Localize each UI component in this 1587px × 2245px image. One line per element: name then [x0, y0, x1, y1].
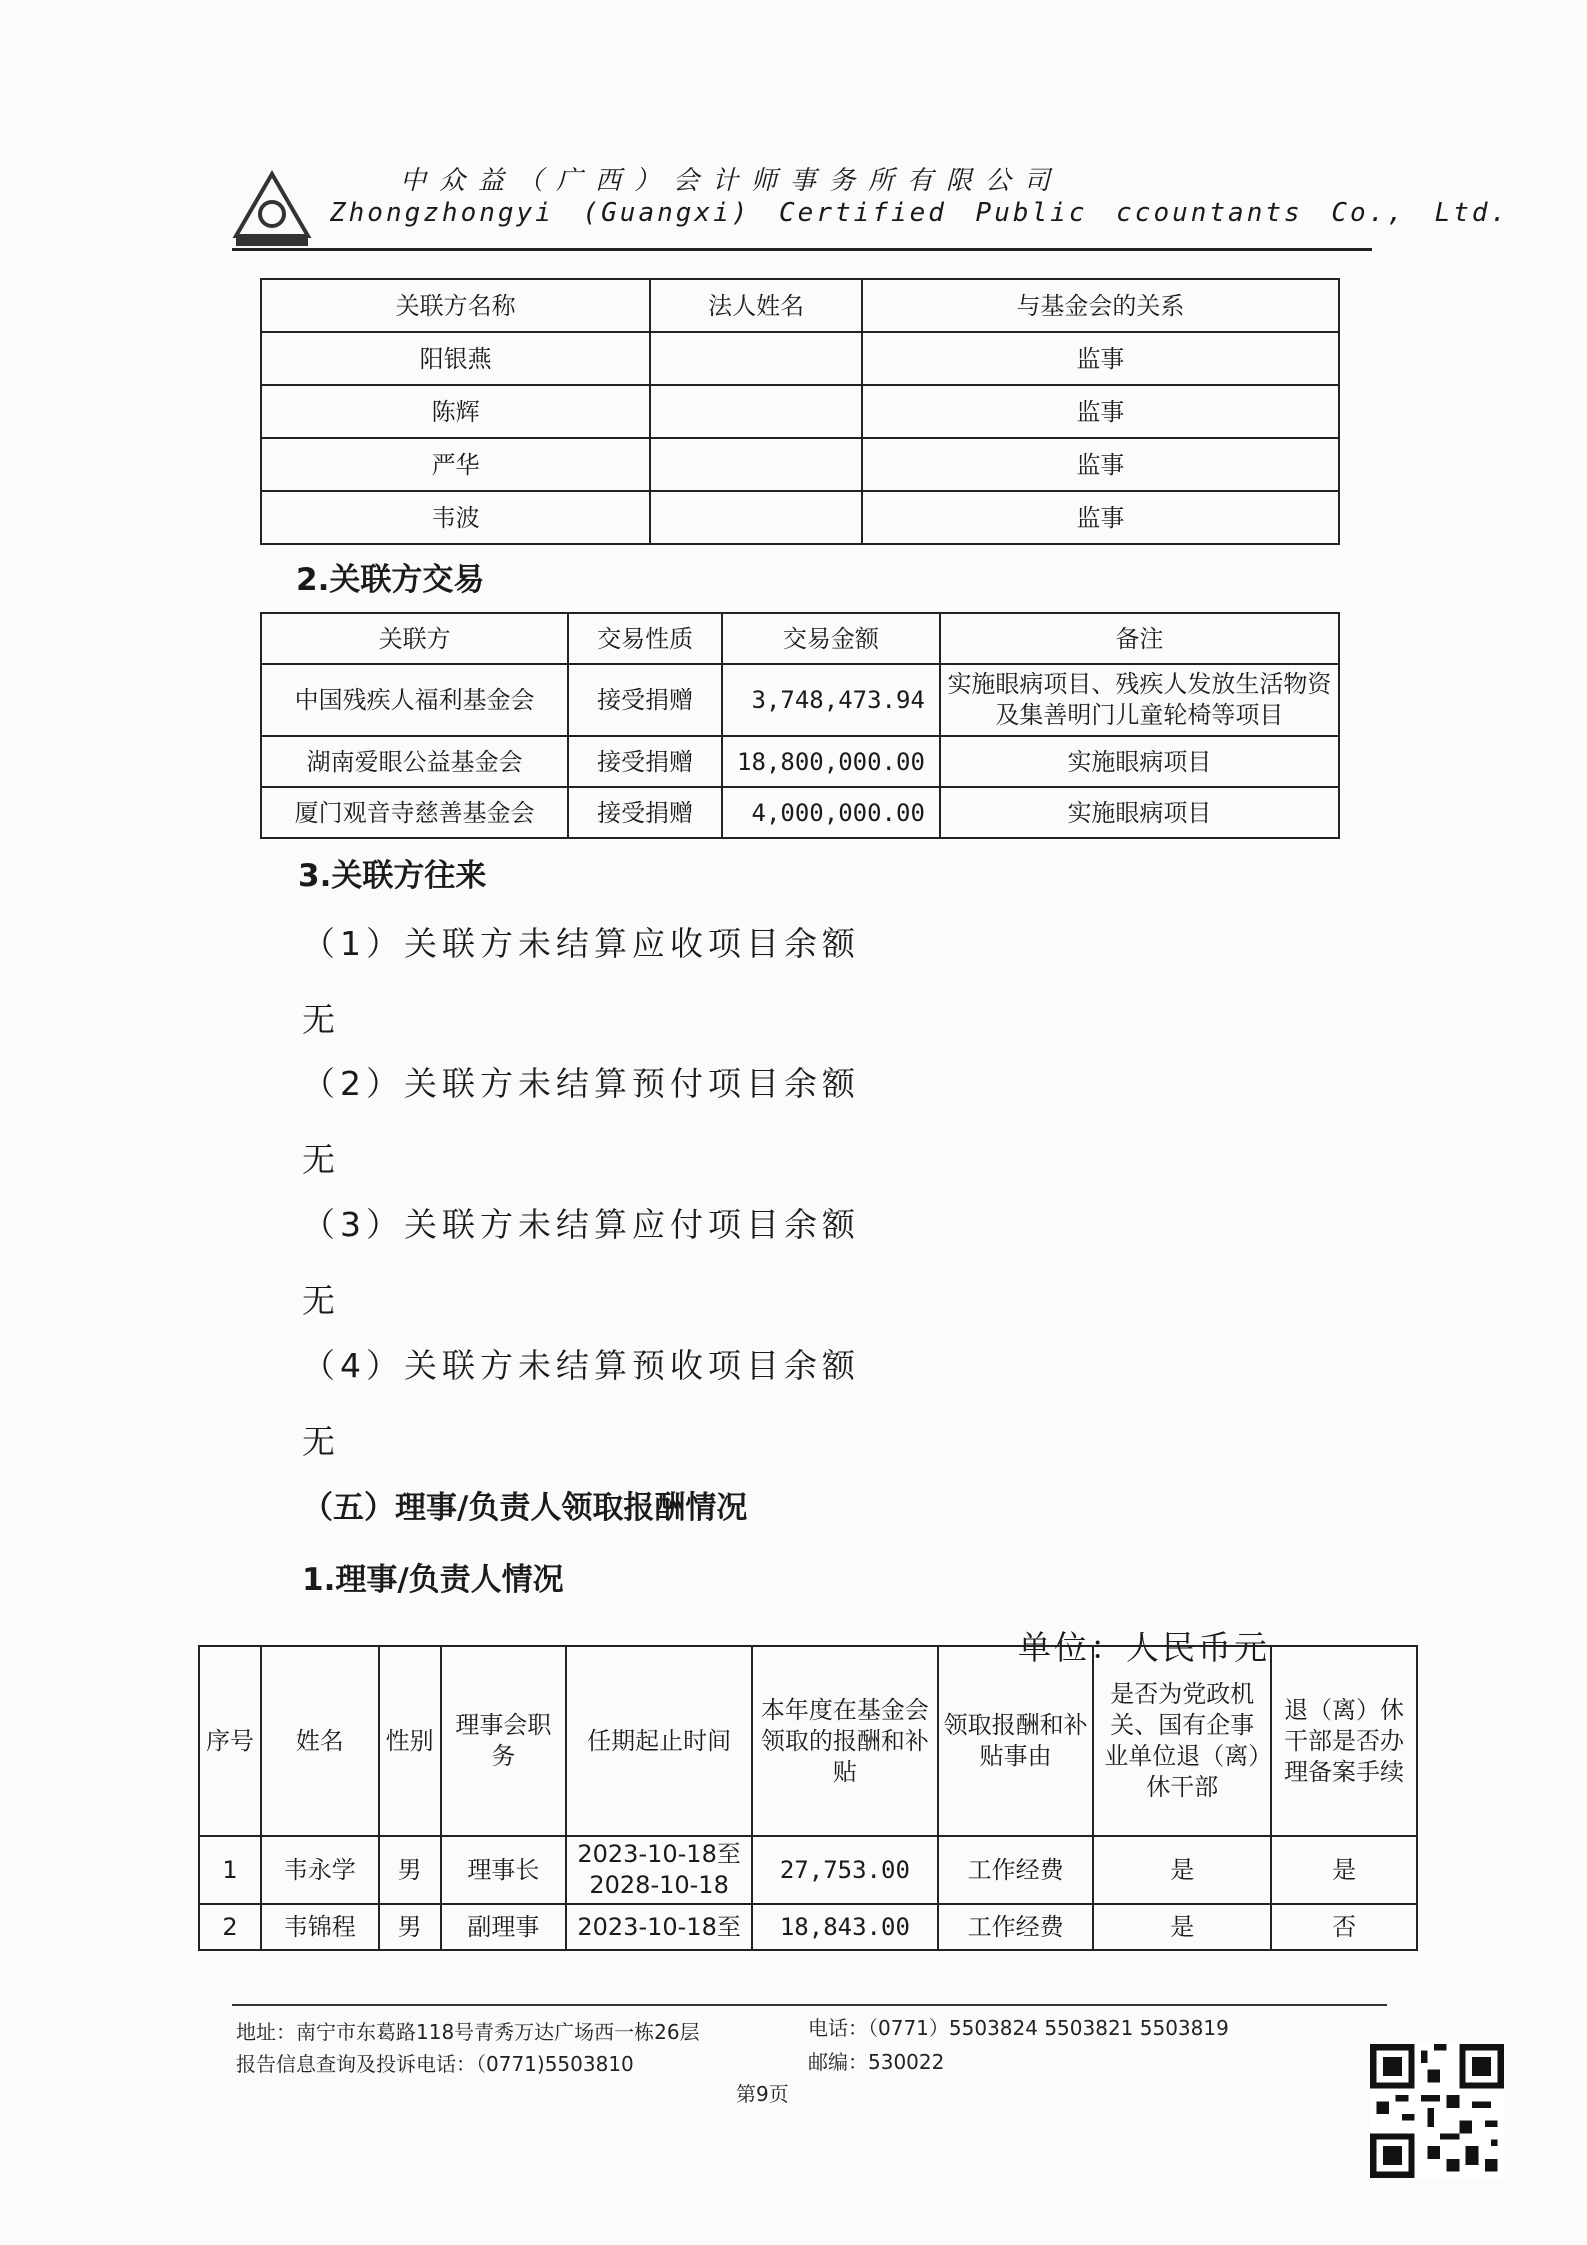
table-cell-amount: 4,000,000.00 [722, 787, 940, 838]
table-cell: 是 [1093, 1836, 1271, 1904]
section-title-related-transactions: 2.关联方交易 [296, 562, 485, 598]
table-header-cell: 序号 [199, 1646, 261, 1836]
company-logo [232, 170, 312, 250]
table-cell [650, 332, 862, 385]
table-cell-amount: 18,843.00 [752, 1904, 938, 1950]
table-cell: 实施眼病项目、残疾人发放生活物资及集善明门儿童轮椅等项目 [940, 664, 1339, 736]
related-transactions-table [260, 612, 1340, 839]
table-row [261, 332, 1339, 385]
related-party-table [260, 278, 1340, 545]
item-label: （3）关联方未结算应付项目余额 [302, 1205, 860, 1244]
table-header-cell: 是否为党政机关、国有企事业单位退（离）休干部 [1093, 1646, 1271, 1836]
table-header-cell: 理事会职务 [441, 1646, 567, 1836]
table-cell: 监事 [862, 332, 1339, 385]
table-cell: 阳银燕 [261, 332, 650, 385]
item-value: 无 [302, 1281, 335, 1320]
table-cell: 是 [1093, 1904, 1271, 1950]
table-header-cell: 退（离）休干部是否办理备案手续 [1271, 1646, 1417, 1836]
table-cell: 男 [379, 1904, 441, 1950]
footer-phone: 电话：（0771）5503824 5503821 5503819 [808, 2016, 1229, 2040]
item-label: （2）关联方未结算预付项目余额 [302, 1064, 860, 1103]
item-value: 无 [302, 1140, 335, 1179]
table-header-cell: 任期起止时间 [566, 1646, 752, 1836]
table-header-cell: 与基金会的关系 [862, 279, 1339, 332]
table-row [261, 664, 1339, 736]
table-header-row [261, 613, 1339, 664]
item-label: （1）关联方未结算应收项目余额 [302, 924, 860, 963]
currency-unit: 单位：人民币元 [1018, 1628, 1270, 1667]
table-header-row [261, 279, 1339, 332]
footer-address: 地址：南宁市东葛路118号青秀万达广场西一栋26层 [236, 2020, 700, 2044]
table-cell: 陈辉 [261, 385, 650, 438]
table-row [261, 385, 1339, 438]
table-cell: 副理事 [441, 1904, 567, 1950]
table-cell [650, 491, 862, 544]
table-cell: 接受捐赠 [568, 736, 722, 787]
company-name-en: Zhongzhongyi (Guangxi) Certified Public ccountants Co., Ltd. [330, 198, 1510, 228]
table-row [261, 438, 1339, 491]
table-cell: 男 [379, 1836, 441, 1904]
table-row [199, 1904, 1417, 1950]
item-value: 无 [302, 1000, 335, 1039]
table-header-cell: 备注 [940, 613, 1339, 664]
table-cell [650, 385, 862, 438]
footer-postcode: 邮编：530022 [808, 2050, 945, 2074]
table-row [261, 736, 1339, 787]
table-cell: 接受捐赠 [568, 664, 722, 736]
table-header-cell: 交易性质 [568, 613, 722, 664]
table-cell: 工作经费 [938, 1836, 1094, 1904]
table-cell: 2023-10-18至 [566, 1904, 752, 1950]
table-cell: 厦门观音寺慈善基金会 [261, 787, 568, 838]
table-header-cell: 关联方 [261, 613, 568, 664]
directors-remuneration-table [198, 1645, 1418, 1951]
table-cell: 工作经费 [938, 1904, 1094, 1950]
table-header-cell: 性别 [379, 1646, 441, 1836]
table-cell: 实施眼病项目 [940, 736, 1339, 787]
table-cell: 否 [1271, 1904, 1417, 1950]
header-divider [232, 248, 1372, 251]
table-cell: 理事长 [441, 1836, 567, 1904]
footer-divider [232, 2004, 1387, 2006]
table-cell: 1 [199, 1836, 261, 1904]
table-header-cell: 法人姓名 [650, 279, 862, 332]
section-title-remuneration: （五）理事/负责人领取报酬情况 [302, 1490, 748, 1526]
table-cell: 是 [1271, 1836, 1417, 1904]
subsection-title-directors: 1.理事/负责人情况 [302, 1562, 564, 1598]
table-header-cell: 本年度在基金会领取的报酬和补贴 [752, 1646, 938, 1836]
qr-code-icon [1370, 2044, 1504, 2178]
table-cell: 监事 [862, 491, 1339, 544]
section-title-related-balances: 3.关联方往来 [298, 858, 487, 894]
table-cell: 接受捐赠 [568, 787, 722, 838]
table-header-cell: 交易金额 [722, 613, 940, 664]
table-cell [650, 438, 862, 491]
table-header-cell: 姓名 [261, 1646, 379, 1836]
table-cell: 湖南爱眼公益基金会 [261, 736, 568, 787]
table-cell: 严华 [261, 438, 650, 491]
table-cell: 实施眼病项目 [940, 787, 1339, 838]
table-header-row [199, 1646, 1417, 1836]
table-cell-amount: 3,748,473.94 [722, 664, 940, 736]
table-cell: 中国残疾人福利基金会 [261, 664, 568, 736]
table-cell: 2023-10-18至2028-10-18 [566, 1836, 752, 1904]
table-cell: 监事 [862, 385, 1339, 438]
table-cell-amount: 18,800,000.00 [722, 736, 940, 787]
item-value: 无 [302, 1422, 335, 1461]
table-cell: 韦波 [261, 491, 650, 544]
table-row [199, 1836, 1417, 1904]
table-cell: 韦锦程 [261, 1904, 379, 1950]
table-cell: 监事 [862, 438, 1339, 491]
table-cell-amount: 27,753.00 [752, 1836, 938, 1904]
page-number: 第9页 [736, 2082, 789, 2106]
company-name-cn: 中众益（广西）会计师事务所有限公司 [400, 166, 1064, 196]
table-cell: 韦永学 [261, 1836, 379, 1904]
footer-complaint-phone: 报告信息查询及投诉电话：（0771)5503810 [236, 2052, 634, 2076]
table-header-cell: 领取报酬和补贴事由 [938, 1646, 1094, 1836]
item-label: （4）关联方未结算预收项目余额 [302, 1346, 860, 1385]
table-row [261, 491, 1339, 544]
table-header-cell: 关联方名称 [261, 279, 650, 332]
table-row [261, 787, 1339, 838]
table-cell: 2 [199, 1904, 261, 1950]
